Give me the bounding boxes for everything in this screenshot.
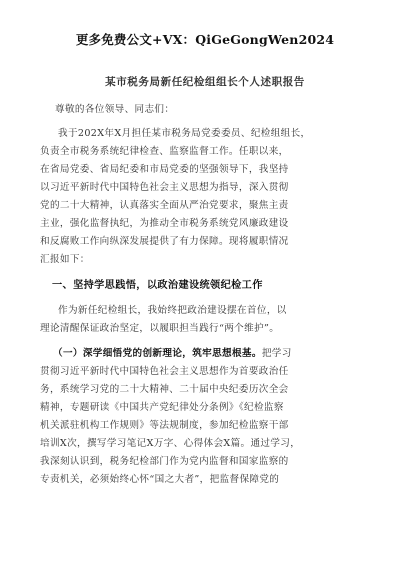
paragraph1-line: 党的二十大精神，认真落实全面从严治党要求，聚焦主责 — [40, 200, 289, 211]
paragraph3-line: 精神，专题研读《中国共产党纪律处分条例》《纪检监察 — [40, 402, 284, 413]
paragraph1-line: 汇报如下： — [40, 254, 90, 265]
promo-banner: 更多免费公文+VX：QiGeGongWen2024 — [75, 32, 335, 47]
paragraph1-line: 在省局党委、省局纪委和市局党委的坚强领导下，我坚持 — [40, 164, 289, 175]
salutation: 尊敬的各位领导、同志们： — [55, 104, 175, 115]
subsection-heading: （一）深学细悟党的创新理论，筑牢思想根基。 — [53, 348, 262, 359]
paragraph1-line: 我于202X年X月担任某市税务局党委委员、纪检组组长， — [58, 128, 311, 139]
paragraph3-line: 务，系统学习党的二十大精神、二十届中央纪委历次全会 — [40, 384, 289, 395]
paragraph1-line: 以习近平新时代中国特色社会主义思想为指导，深入贯彻 — [40, 182, 289, 193]
paragraph1-line: 负责全市税务系统纪律检查、监察监督工作。任职以来， — [40, 146, 289, 157]
section-heading: 一、坚持学思践悟，以政治建设统领纪检工作 — [52, 279, 263, 291]
document-title: 某市税务局新任纪检组组长个人述职报告 — [105, 76, 305, 88]
paragraph3-line: 培训X次，撰写学习笔记X万字、心得体会X篇。通过学习， — [40, 438, 301, 449]
paragraph3-line: 我深刻认识到，税务纪检部门作为党内监督和国家监察的 — [40, 456, 289, 467]
paragraph2-line: 理论清醒保证政治坚定，以履职担当践行“两个维护”。 — [40, 323, 280, 334]
paragraph3-line: 贯彻习近平新时代中国特色社会主义思想作为首要政治任 — [40, 366, 289, 377]
paragraph1-line: 主业，强化监督执纪，为推动全市税务系统党风廉政建设 — [40, 218, 289, 229]
paragraph1-line: 和反腐败工作向纵深发展提供了有力保障。现将履职情况 — [40, 236, 289, 247]
paragraph3-line: 机关派驻机构工作规则》等法规制度，参加纪检监察干部 — [40, 420, 289, 431]
subsection-tail: 把学习 — [261, 348, 292, 359]
paragraph2-line: 作为新任纪检组长，我始终把政治建设摆在首位，以 — [58, 305, 287, 316]
paragraph3-line: 专责机关，必须始终心怀“国之大者”，把监督保障党的 — [40, 474, 280, 485]
subsection-line — [53, 345, 292, 359]
